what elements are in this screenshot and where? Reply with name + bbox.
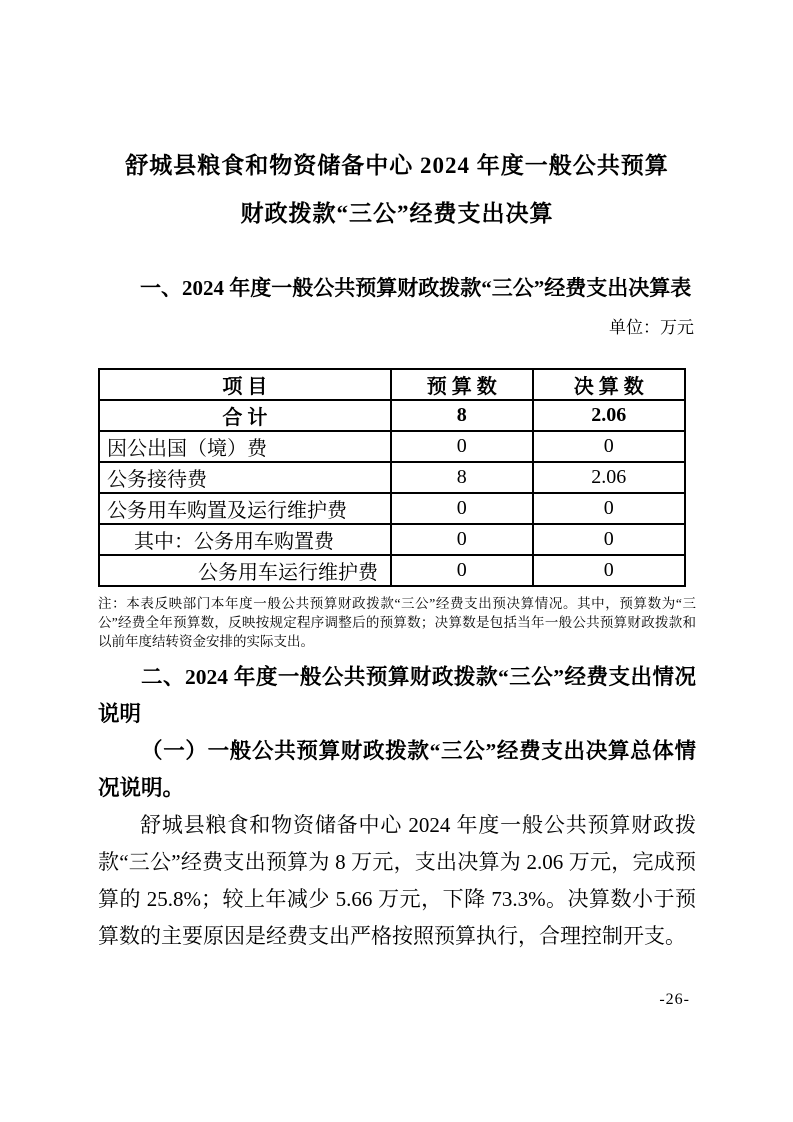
- table-header-row: [99, 369, 685, 400]
- table-row: [99, 493, 685, 524]
- unit-label: 单位：万元: [609, 318, 694, 337]
- section2-sub-heading: （一）一般公共预算财政拨款“三公”经费支出决算总体情况说明。: [98, 739, 696, 800]
- table-row: [99, 462, 685, 493]
- row-budget-value: 0: [391, 524, 533, 555]
- row-item-label: 合 计: [99, 400, 391, 431]
- row-budget-value: 8: [391, 462, 533, 493]
- row-final-value: 0: [533, 524, 685, 555]
- table-body: [99, 400, 685, 586]
- table-header-final: 决 算 数: [533, 369, 685, 400]
- page-number: -26-: [659, 991, 690, 1008]
- section2-heading: 二、2024 年度一般公共预算财政拨款“三公”经费支出情况说明: [98, 665, 696, 726]
- row-item-label: 公务接待费: [99, 462, 391, 493]
- table-header-budget: 预 算 数: [391, 369, 533, 400]
- row-item-label: 公务用车运行维护费: [99, 555, 391, 586]
- table-row: [99, 555, 685, 586]
- row-final-value: 0: [533, 431, 685, 462]
- row-item-label: 其中：公务用车购置费: [99, 524, 391, 555]
- row-budget-value: 8: [391, 400, 533, 431]
- table-header-item: 项 目: [99, 369, 391, 400]
- row-item-label: 公务用车购置及运行维护费: [99, 493, 391, 524]
- three-public-expense-table: [98, 368, 686, 587]
- section1-heading: 一、2024 年度一般公共预算财政拨款“三公”经费支出决算表: [140, 276, 692, 300]
- row-final-value: 0: [533, 493, 685, 524]
- document-title-line2: 财政拨款“三公”经费支出决算: [240, 201, 554, 226]
- row-budget-value: 0: [391, 431, 533, 462]
- row-final-value: 0: [533, 555, 685, 586]
- row-budget-value: 0: [391, 493, 533, 524]
- row-budget-value: 0: [391, 555, 533, 586]
- row-item-label: 因公出国（境）费: [99, 431, 391, 462]
- table-note: 注：本表反映部门本年度一般公共预算财政拨款“三公”经费支出预决算情况。其中，预算数为“三公”经费全年预算数，反映按规定程序调整后的预算数；决算数是包括当年一般公共预算财政拨款和以前年度结转资金安排的实际支出。: [98, 596, 696, 649]
- document-title: [98, 142, 696, 238]
- section2-paragraph: 舒城县粮食和物资储备中心 2024 年度一般公共预算财政拨款“三公”经费支出预算为 8 万元，支出决算为 2.06 万元，完成预算的 25.8%；较上年减少 5.66 万元，下降 73.3%。决算数小于预算数的主要原因是经费支出严格按照预算执行，合理控制开支。: [98, 813, 696, 948]
- row-final-value: 2.06: [533, 400, 685, 431]
- document-title-line1: 舒城县粮食和物资储备中心 2024 年度一般公共预算: [125, 153, 669, 178]
- table-row: [99, 431, 685, 462]
- table-row: [99, 524, 685, 555]
- table-row: [99, 400, 685, 431]
- row-final-value: 2.06: [533, 462, 685, 493]
